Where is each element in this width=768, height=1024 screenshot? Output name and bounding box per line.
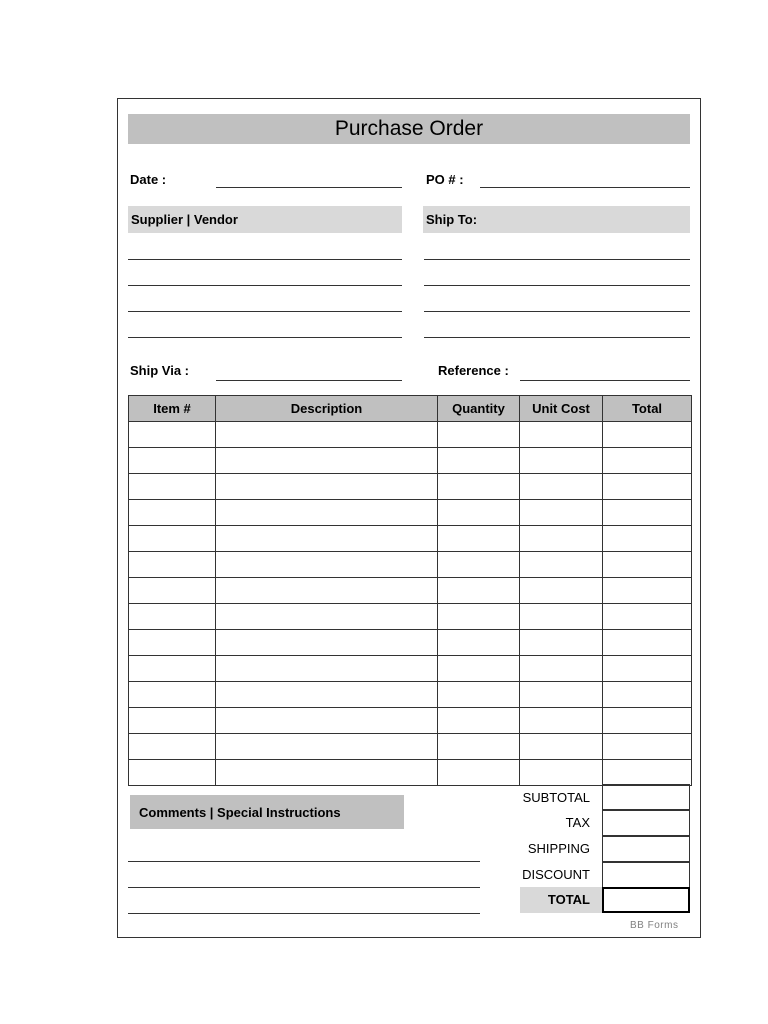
comments-line-2[interactable] [128, 887, 480, 888]
supplier-line-4[interactable] [128, 337, 402, 338]
cell-unit-cost[interactable] [520, 682, 603, 708]
cell-total[interactable] [603, 604, 692, 630]
reference-label: Reference : [438, 363, 509, 378]
supplier-vendor-label: Supplier | Vendor [131, 212, 238, 227]
cell-unit-cost[interactable] [520, 448, 603, 474]
cell-description[interactable] [216, 552, 438, 578]
line-items-table [128, 395, 692, 786]
cell-total[interactable] [603, 526, 692, 552]
cell-unit-cost[interactable] [520, 474, 603, 500]
table-row [129, 760, 692, 786]
po-number-field[interactable] [480, 187, 690, 188]
cell-unit-cost[interactable] [520, 578, 603, 604]
supplier-line-3[interactable] [128, 311, 402, 312]
cell-unit-cost[interactable] [520, 552, 603, 578]
cell-item[interactable] [129, 708, 216, 734]
cell-item[interactable] [129, 552, 216, 578]
ship-to-line-2[interactable] [424, 285, 690, 286]
cell-item[interactable] [129, 422, 216, 448]
cell-quantity[interactable] [438, 708, 520, 734]
cell-description[interactable] [216, 708, 438, 734]
comments-line-1[interactable] [128, 861, 480, 862]
table-row [129, 656, 692, 682]
cell-description[interactable] [216, 526, 438, 552]
subtotal-label: SUBTOTAL [522, 790, 590, 805]
cell-total[interactable] [603, 500, 692, 526]
cell-item[interactable] [129, 656, 216, 682]
cell-description[interactable] [216, 760, 438, 786]
subtotal-field[interactable] [602, 784, 690, 810]
cell-quantity[interactable] [438, 760, 520, 786]
total-label: TOTAL [547, 892, 590, 907]
date-label: Date : [130, 172, 167, 187]
table-row [129, 448, 692, 474]
reference-field[interactable] [520, 380, 690, 381]
cell-description[interactable] [216, 734, 438, 760]
comments-header [130, 795, 404, 829]
table-row [129, 578, 692, 604]
table-row [129, 500, 692, 526]
cell-total[interactable] [603, 708, 692, 734]
cell-item[interactable] [129, 630, 216, 656]
line-items-body [129, 422, 692, 786]
cell-unit-cost[interactable] [520, 500, 603, 526]
table-row [129, 552, 692, 578]
cell-unit-cost[interactable] [520, 734, 603, 760]
cell-quantity[interactable] [438, 630, 520, 656]
ship-to-label: Ship To: [426, 212, 478, 227]
supplier-vendor-header [128, 206, 402, 233]
cell-total[interactable] [603, 630, 692, 656]
cell-quantity[interactable] [438, 526, 520, 552]
tax-label: TAX [565, 815, 590, 830]
table-row [129, 682, 692, 708]
cell-quantity[interactable] [438, 500, 520, 526]
cell-item[interactable] [129, 682, 216, 708]
cell-item[interactable] [129, 604, 216, 630]
shipping-field[interactable] [602, 836, 690, 862]
cell-quantity[interactable] [438, 682, 520, 708]
cell-description[interactable] [216, 630, 438, 656]
cell-item[interactable] [129, 734, 216, 760]
cell-quantity[interactable] [438, 422, 520, 448]
cell-total[interactable] [603, 656, 692, 682]
cell-description[interactable] [216, 500, 438, 526]
discount-label: DISCOUNT [522, 867, 590, 882]
cell-quantity[interactable] [438, 734, 520, 760]
cell-total[interactable] [603, 448, 692, 474]
cell-unit-cost[interactable] [520, 630, 603, 656]
table-row [129, 734, 692, 760]
ship-to-line-1[interactable] [424, 259, 690, 260]
column-header-description: Description [216, 396, 438, 422]
supplier-line-2[interactable] [128, 285, 402, 286]
cell-quantity[interactable] [438, 604, 520, 630]
cell-total[interactable] [603, 578, 692, 604]
shipping-label: SHIPPING [527, 841, 590, 856]
cell-description[interactable] [216, 656, 438, 682]
comments-label: Comments | Special Instructions [139, 804, 341, 820]
cell-item[interactable] [129, 448, 216, 474]
cell-total[interactable] [603, 682, 692, 708]
cell-description[interactable] [216, 578, 438, 604]
ship-via-label: Ship Via : [130, 363, 189, 378]
cell-item[interactable] [129, 500, 216, 526]
cell-description[interactable] [216, 682, 438, 708]
cell-item[interactable] [129, 526, 216, 552]
cell-quantity[interactable] [438, 578, 520, 604]
cell-description[interactable] [216, 474, 438, 500]
column-header-unit-cost: Unit Cost [520, 396, 603, 422]
table-row [129, 604, 692, 630]
column-header-total: Total [603, 396, 692, 422]
cell-description[interactable] [216, 448, 438, 474]
cell-quantity[interactable] [438, 448, 520, 474]
comments-line-3[interactable] [128, 913, 480, 914]
ship-to-header [423, 206, 690, 233]
cell-total[interactable] [603, 474, 692, 500]
table-row [129, 422, 692, 448]
supplier-line-1[interactable] [128, 259, 402, 260]
cell-total[interactable] [603, 734, 692, 760]
tax-field[interactable] [602, 810, 690, 836]
discount-field[interactable] [602, 862, 690, 888]
table-row [129, 708, 692, 734]
cell-unit-cost[interactable] [520, 604, 603, 630]
cell-unit-cost[interactable] [520, 708, 603, 734]
cell-description[interactable] [216, 422, 438, 448]
cell-description[interactable] [216, 604, 438, 630]
cell-unit-cost[interactable] [520, 760, 603, 786]
cell-total[interactable] [603, 552, 692, 578]
po-number-label: PO # : [426, 172, 464, 187]
cell-quantity[interactable] [438, 474, 520, 500]
cell-unit-cost[interactable] [520, 526, 603, 552]
cell-unit-cost[interactable] [520, 422, 603, 448]
cell-item[interactable] [129, 578, 216, 604]
cell-total[interactable] [603, 760, 692, 786]
brand-mark: BB Forms [630, 920, 679, 931]
ship-to-line-4[interactable] [424, 337, 690, 338]
ship-via-field[interactable] [216, 380, 402, 381]
column-header-item: Item # [129, 396, 216, 422]
table-row [129, 630, 692, 656]
cell-item[interactable] [129, 760, 216, 786]
cell-total[interactable] [603, 422, 692, 448]
cell-quantity[interactable] [438, 552, 520, 578]
table-row [129, 474, 692, 500]
table-header-row [129, 396, 692, 422]
ship-to-line-3[interactable] [424, 311, 690, 312]
cell-item[interactable] [129, 474, 216, 500]
column-header-quantity: Quantity [438, 396, 520, 422]
purchase-order-form [117, 98, 701, 938]
cell-quantity[interactable] [438, 656, 520, 682]
cell-unit-cost[interactable] [520, 656, 603, 682]
date-field[interactable] [216, 187, 402, 188]
total-field[interactable] [602, 887, 690, 913]
table-row [129, 526, 692, 552]
form-title: Purchase Order [128, 114, 690, 144]
